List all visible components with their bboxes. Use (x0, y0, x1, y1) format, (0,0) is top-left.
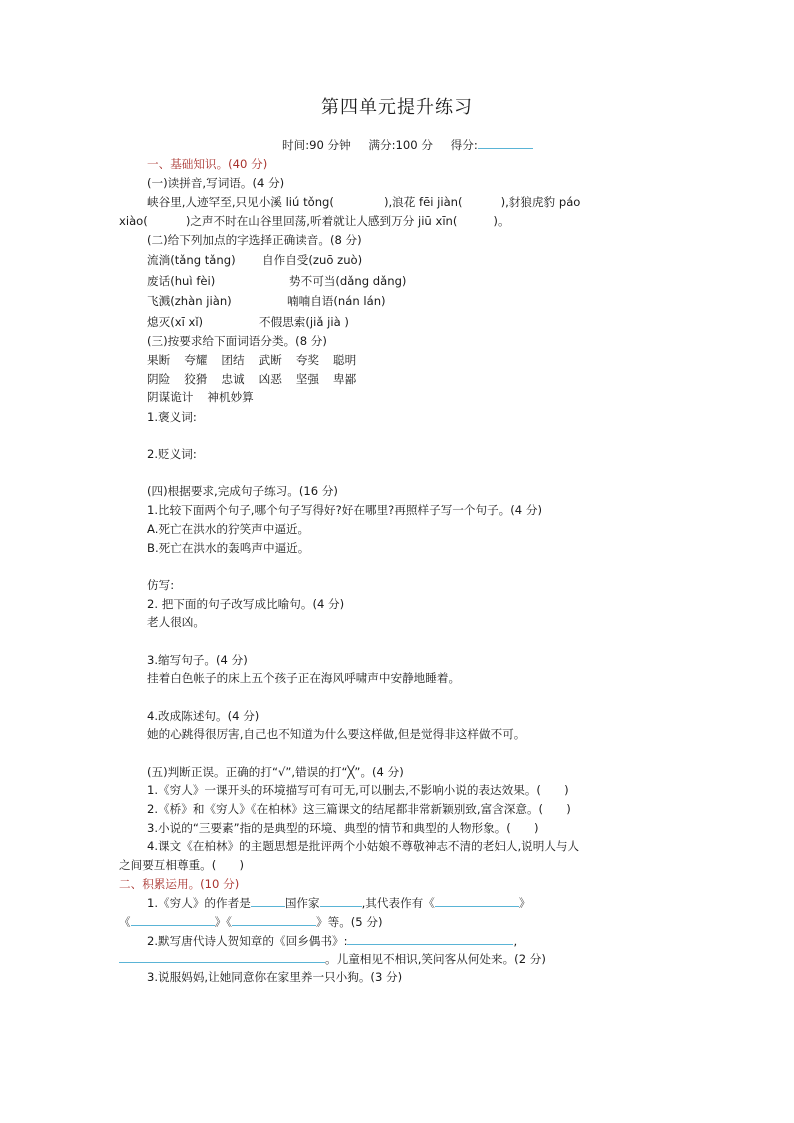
word-item: 神机妙算 (207, 390, 254, 404)
q4-sentence-a: A.死亡在洪水的狞笑声中逼近。 (147, 522, 310, 536)
word-item: 武断 (258, 353, 282, 367)
q1-text-a: 峡谷里,人迹罕至,只见小溪 liú tǒng( (147, 195, 334, 209)
s2-q1-text: 国作家 (284, 896, 320, 910)
word-item: 狡猾 (184, 372, 208, 386)
s2-q1-text: 》《 (214, 915, 232, 929)
q2-row (147, 293, 232, 310)
pinyin-item: 不假思索(jiǎ jià ) (259, 315, 349, 329)
q4-p3: 3.缩写句子。(4 分) (147, 653, 248, 667)
pinyin-item: 自作自受(zuō zuò) (262, 253, 363, 267)
exam-info (282, 136, 533, 154)
praise-label: 1.褒义词: (147, 410, 197, 424)
s2-q1-text: 》 (518, 896, 531, 910)
q1-text-d: xiào( (119, 214, 148, 228)
s2-q2 (147, 932, 517, 950)
s2-q1-text: 》等。(5 分) (316, 915, 383, 929)
derog-label: 2.贬义词: (147, 447, 197, 461)
q2-row (147, 252, 236, 269)
s2-q2-cont (119, 950, 546, 968)
q4-p2: 2. 把下面的句子改写成比喻句。(4 分) (147, 597, 345, 611)
word-item: 凶恶 (258, 372, 282, 386)
answer-blank[interactable] (435, 894, 519, 907)
word-item: 阴险 (147, 372, 171, 386)
word-item: 坚强 (295, 372, 320, 386)
s2-q2-text: 。儿童相见不相识,笑问客从何处来。(2 分) (325, 952, 546, 966)
q2-row (289, 273, 406, 290)
q2-row (147, 314, 203, 331)
s2-q1-text: 《 (119, 915, 131, 929)
pinyin-item: 势不可当(dǎng dǎng) (289, 274, 407, 288)
q1-line1 (147, 194, 580, 211)
q1-text-e: )之声不时在山谷里回荡,听着就让人感到万分 jiū xīn( (185, 214, 458, 228)
word-row (147, 371, 356, 388)
score-label: 得分: (450, 138, 478, 152)
q4-p4-sentence: 她的心跳得很厉害,自己也不知道为什么要这样做,但是觉得非这样做不可。 (147, 727, 526, 741)
word-row (147, 389, 254, 406)
page-title: 第四单元提升练习 (321, 97, 473, 118)
s2-q1-cont (119, 913, 382, 931)
q4-p1: 1.比较下面两个句子,哪个句子写得好?好在哪里?再照样子写一个句子。(4 分) (147, 503, 542, 517)
q2-row (147, 273, 215, 290)
q4-sentence-b: B.死亡在洪水的轰鸣声中逼近。 (147, 541, 310, 555)
s2-q2-text: 2.默写唐代诗人贺知章的《回乡偶书》: (147, 934, 348, 948)
q4-p4: 4.改成陈述句。(4 分) (147, 709, 260, 723)
full-score-label: 满分:100 分 (368, 138, 433, 152)
score-blank[interactable] (478, 136, 533, 149)
q2-heading: (二)给下列加点的字选择正确读音。(8 分) (147, 233, 362, 247)
word-item: 夸奖 (295, 353, 320, 367)
q1-line2 (119, 213, 510, 230)
imitate-label: 仿写: (147, 578, 175, 592)
word-item: 聪明 (333, 353, 357, 367)
answer-blank[interactable] (232, 913, 316, 926)
time-label: 时间:90 分钟 (282, 138, 351, 152)
q1-heading: (一)读拼音,写词语。(4 分) (147, 176, 285, 190)
s2-q1-text: ,其代表作有《 (361, 896, 435, 910)
answer-blank[interactable] (131, 913, 215, 926)
section2-heading: 二、积累运用。(10 分) (119, 877, 240, 891)
q2-row (259, 314, 349, 331)
judge-item-4: 4.课文《在柏林》的主题思想是批评两个小姑娘不尊敬神志不清的老妇人,说明人与人 (147, 839, 580, 853)
q1-text-c: ),豺狼虎豹 páo (500, 195, 581, 209)
answer-blank[interactable] (119, 950, 325, 963)
q1-text-f: )。 (493, 214, 510, 228)
word-item: 团结 (221, 353, 245, 367)
q4-p2-sentence: 老人很凶。 (147, 615, 205, 629)
s2-q3: 3.说服妈妈,让她同意你在家里养一只小狗。(3 分) (147, 970, 403, 984)
judge-item-2: 2.《桥》和《穷人》《在柏林》这三篇课文的结尾都非常新颖别致,富含深意。( ) (147, 802, 571, 816)
word-item: 忠诚 (221, 372, 245, 386)
q3-heading: (三)按要求给下面词语分类。(8 分) (147, 334, 327, 348)
pinyin-item: 熄灭(xī xǐ) (147, 315, 204, 329)
pinyin-item: 流淌(tǎng tǎng) (147, 253, 236, 267)
q5-heading: (五)判断正误。正确的打“√”,错误的打“╳”。(4 分) (147, 765, 404, 779)
answer-blank[interactable] (251, 894, 285, 907)
word-item: 阴谋诡计 (147, 390, 194, 404)
word-item: 卑鄙 (333, 372, 357, 386)
judge-item-4-cont: 之间要互相尊重。( ) (119, 858, 244, 872)
section1-heading: 一、基础知识。(40 分) (147, 157, 268, 171)
pinyin-item: 喃喃自语(nán lán) (287, 294, 386, 308)
judge-item-1: 1.《穷人》一课开头的环境描写可有可无,可以删去,不影响小说的表达效果。( ) (147, 783, 569, 797)
word-item: 夸耀 (184, 353, 208, 367)
s2-q1 (147, 894, 530, 912)
answer-blank[interactable] (320, 894, 362, 907)
pinyin-item: 飞溅(zhàn jiàn) (147, 294, 232, 308)
s2-q1-text: 1.《穷人》的作者是 (147, 896, 251, 910)
word-item: 果断 (147, 353, 171, 367)
q2-row (262, 252, 362, 269)
q1-text-b: ),浪花 fēi jiàn( (383, 195, 463, 209)
q4-heading: (四)根据要求,完成句子练习。(16 分) (147, 484, 338, 498)
word-row (147, 352, 356, 369)
answer-blank[interactable] (347, 932, 513, 945)
judge-item-3: 3.小说的“三要素”指的是典型的环境、典型的情节和典型的人物形象。( ) (147, 821, 539, 835)
s2-q2-text: , (513, 934, 518, 948)
pinyin-item: 废话(huì fèi) (147, 274, 216, 288)
q2-row (287, 293, 386, 310)
q4-p3-sentence: 挂着白色帐子的床上五个孩子正在海风呼啸声中安静地睡着。 (147, 671, 461, 685)
